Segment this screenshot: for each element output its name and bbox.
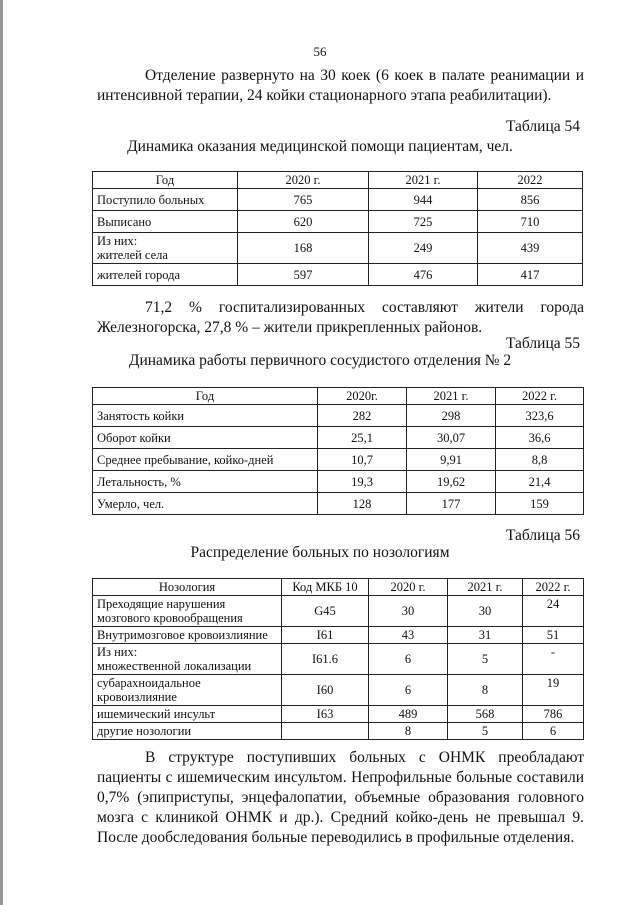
cell: 8 [448,675,523,706]
cell: 30,07 [407,427,496,449]
row-label-line: кровоизлияние [97,690,177,704]
cell: 5 [448,644,523,675]
row-label: Летальность, % [93,471,318,493]
cell: 51 [523,627,584,644]
cell: I61 [282,627,369,644]
col-header: 2020г. [318,388,407,405]
table-row [93,264,583,286]
row-label-line: Из них: [97,234,138,248]
row-label-line: жителей села [97,248,168,262]
cell: 710 [478,211,583,233]
row-label: Умерло, чел. [93,493,318,515]
col-header: 2020 г. [369,579,448,596]
table-row [93,427,584,449]
intro-paragraph: Отделение развернуто на 30 коек (6 коек в палате реанимации и интенсивной терапии, 24 койки стационарного этапа реабилитации). [97,67,584,104]
cell: 417 [478,264,583,286]
cell: 6 [369,644,448,675]
col-header: 2022 [478,172,583,189]
table-54 [92,171,583,286]
table-row [93,449,584,471]
cell: 944 [369,189,478,211]
cell: 21,4 [496,471,584,493]
table-header-row [93,172,583,189]
col-header: 2021 г. [407,388,496,405]
cell: 298 [407,405,496,427]
col-header: Год [93,388,318,405]
cell: 10,7 [318,449,407,471]
cell: 765 [238,189,369,211]
row-label [93,675,282,706]
cell: 786 [523,706,584,723]
cell: I61.6 [282,644,369,675]
cell: 6 [369,675,448,706]
cell: I63 [282,706,369,723]
table-row [93,644,584,675]
cell: I60 [282,675,369,706]
row-label-line: субарахноидальное [97,676,201,690]
cell: 31 [448,627,523,644]
page-number: 56 [313,44,327,59]
row-label: Занятость койки [93,405,318,427]
cell: 43 [369,627,448,644]
scan-edge [0,0,3,905]
cell: 620 [238,211,369,233]
row-label: Поступило больных [93,189,238,211]
cell: 19 [523,675,584,706]
cell: 6 [523,723,584,740]
cell: 5 [448,723,523,740]
col-header: 2021 г. [448,579,523,596]
col-header: 2021 г. [369,172,478,189]
cell: 725 [369,211,478,233]
outro-paragraph: В структуре поступивших больных с ОНМК преобладают пациенты с ишемическим инсультом. Непрофильные больные составили 0,7% (эпиприступы, энцефалопатии, объемные образования головного мозга с клиникой ОНМК и др.). Средний койко-день не превышал 9. После дообследования больные переводились в профильные отделения. [97,749,584,846]
cell: 30 [448,596,523,627]
table-row [93,723,584,740]
table-header-row [93,579,584,596]
row-label: жителей города [93,264,238,286]
table-56-label: Таблица 56 [505,527,580,544]
mid-paragraph: 71,2 % госпитализированных составляют жители города Железногорска, 27,8 % – жители прикрепленных районов. [97,299,584,336]
cell: 597 [238,264,369,286]
row-label [93,596,282,627]
cell: 8 [369,723,448,740]
cell: 177 [407,493,496,515]
cell: 19,3 [318,471,407,493]
cell: 19,62 [407,471,496,493]
cell: 8,8 [496,449,584,471]
cell: 128 [318,493,407,515]
row-label: Среднее пребывание, койко-дней [93,449,318,471]
cell: 159 [496,493,584,515]
table-header-row [93,388,584,405]
table-row [93,675,584,706]
row-label-line: Из них: [97,645,138,659]
row-label-line: Преходящие нарушения [97,597,226,611]
table-row [93,471,584,493]
table-row [93,189,583,211]
cell: 568 [448,706,523,723]
col-header: Нозология [93,579,282,596]
table-55 [92,387,584,515]
cell: 9,91 [407,449,496,471]
cell: - [523,644,584,675]
cell: 249 [369,233,478,264]
table-row [93,706,584,723]
table-row [93,211,583,233]
col-header: 2022 г. [496,388,584,405]
table-row [93,405,584,427]
row-label-line: множественной локализации [97,659,252,673]
table-row [93,493,584,515]
row-label: Выписано [93,211,238,233]
cell: 30 [369,596,448,627]
col-header: 2020 г. [238,172,369,189]
cell: 439 [478,233,583,264]
cell [282,723,369,740]
cell: 856 [478,189,583,211]
cell: 282 [318,405,407,427]
cell: G45 [282,596,369,627]
table-row [93,596,584,627]
cell: 489 [369,706,448,723]
cell: 168 [238,233,369,264]
cell: 323,6 [496,405,584,427]
table-55-label: Таблица 55 [505,335,580,352]
cell: 24 [523,596,584,627]
row-label: ишемический инсульт [93,706,282,723]
col-header: Код МКБ 10 [282,579,369,596]
cell: 36,6 [496,427,584,449]
row-label: Внутримозговое кровоизлияние [93,627,282,644]
cell: 476 [369,264,478,286]
row-label-line: мозгового кровообращения [97,611,243,625]
cell: 25,1 [318,427,407,449]
table-56-title: Распределение больных по нозологиям [190,544,450,561]
table-row [93,627,584,644]
table-56 [92,578,584,740]
row-label [93,644,282,675]
row-label [93,233,238,264]
row-label: Оборот койки [93,427,318,449]
table-54-title: Динамика оказания медицинской помощи пациентам, чел. [127,138,513,155]
col-header: Год [93,172,238,189]
col-header: 2022 г. [523,579,584,596]
table-54-label: Таблица 54 [505,118,580,135]
row-label: другие нозологии [93,723,282,740]
table-55-title: Динамика работы первичного сосудистого отделения № 2 [128,352,512,369]
table-row [93,233,583,264]
